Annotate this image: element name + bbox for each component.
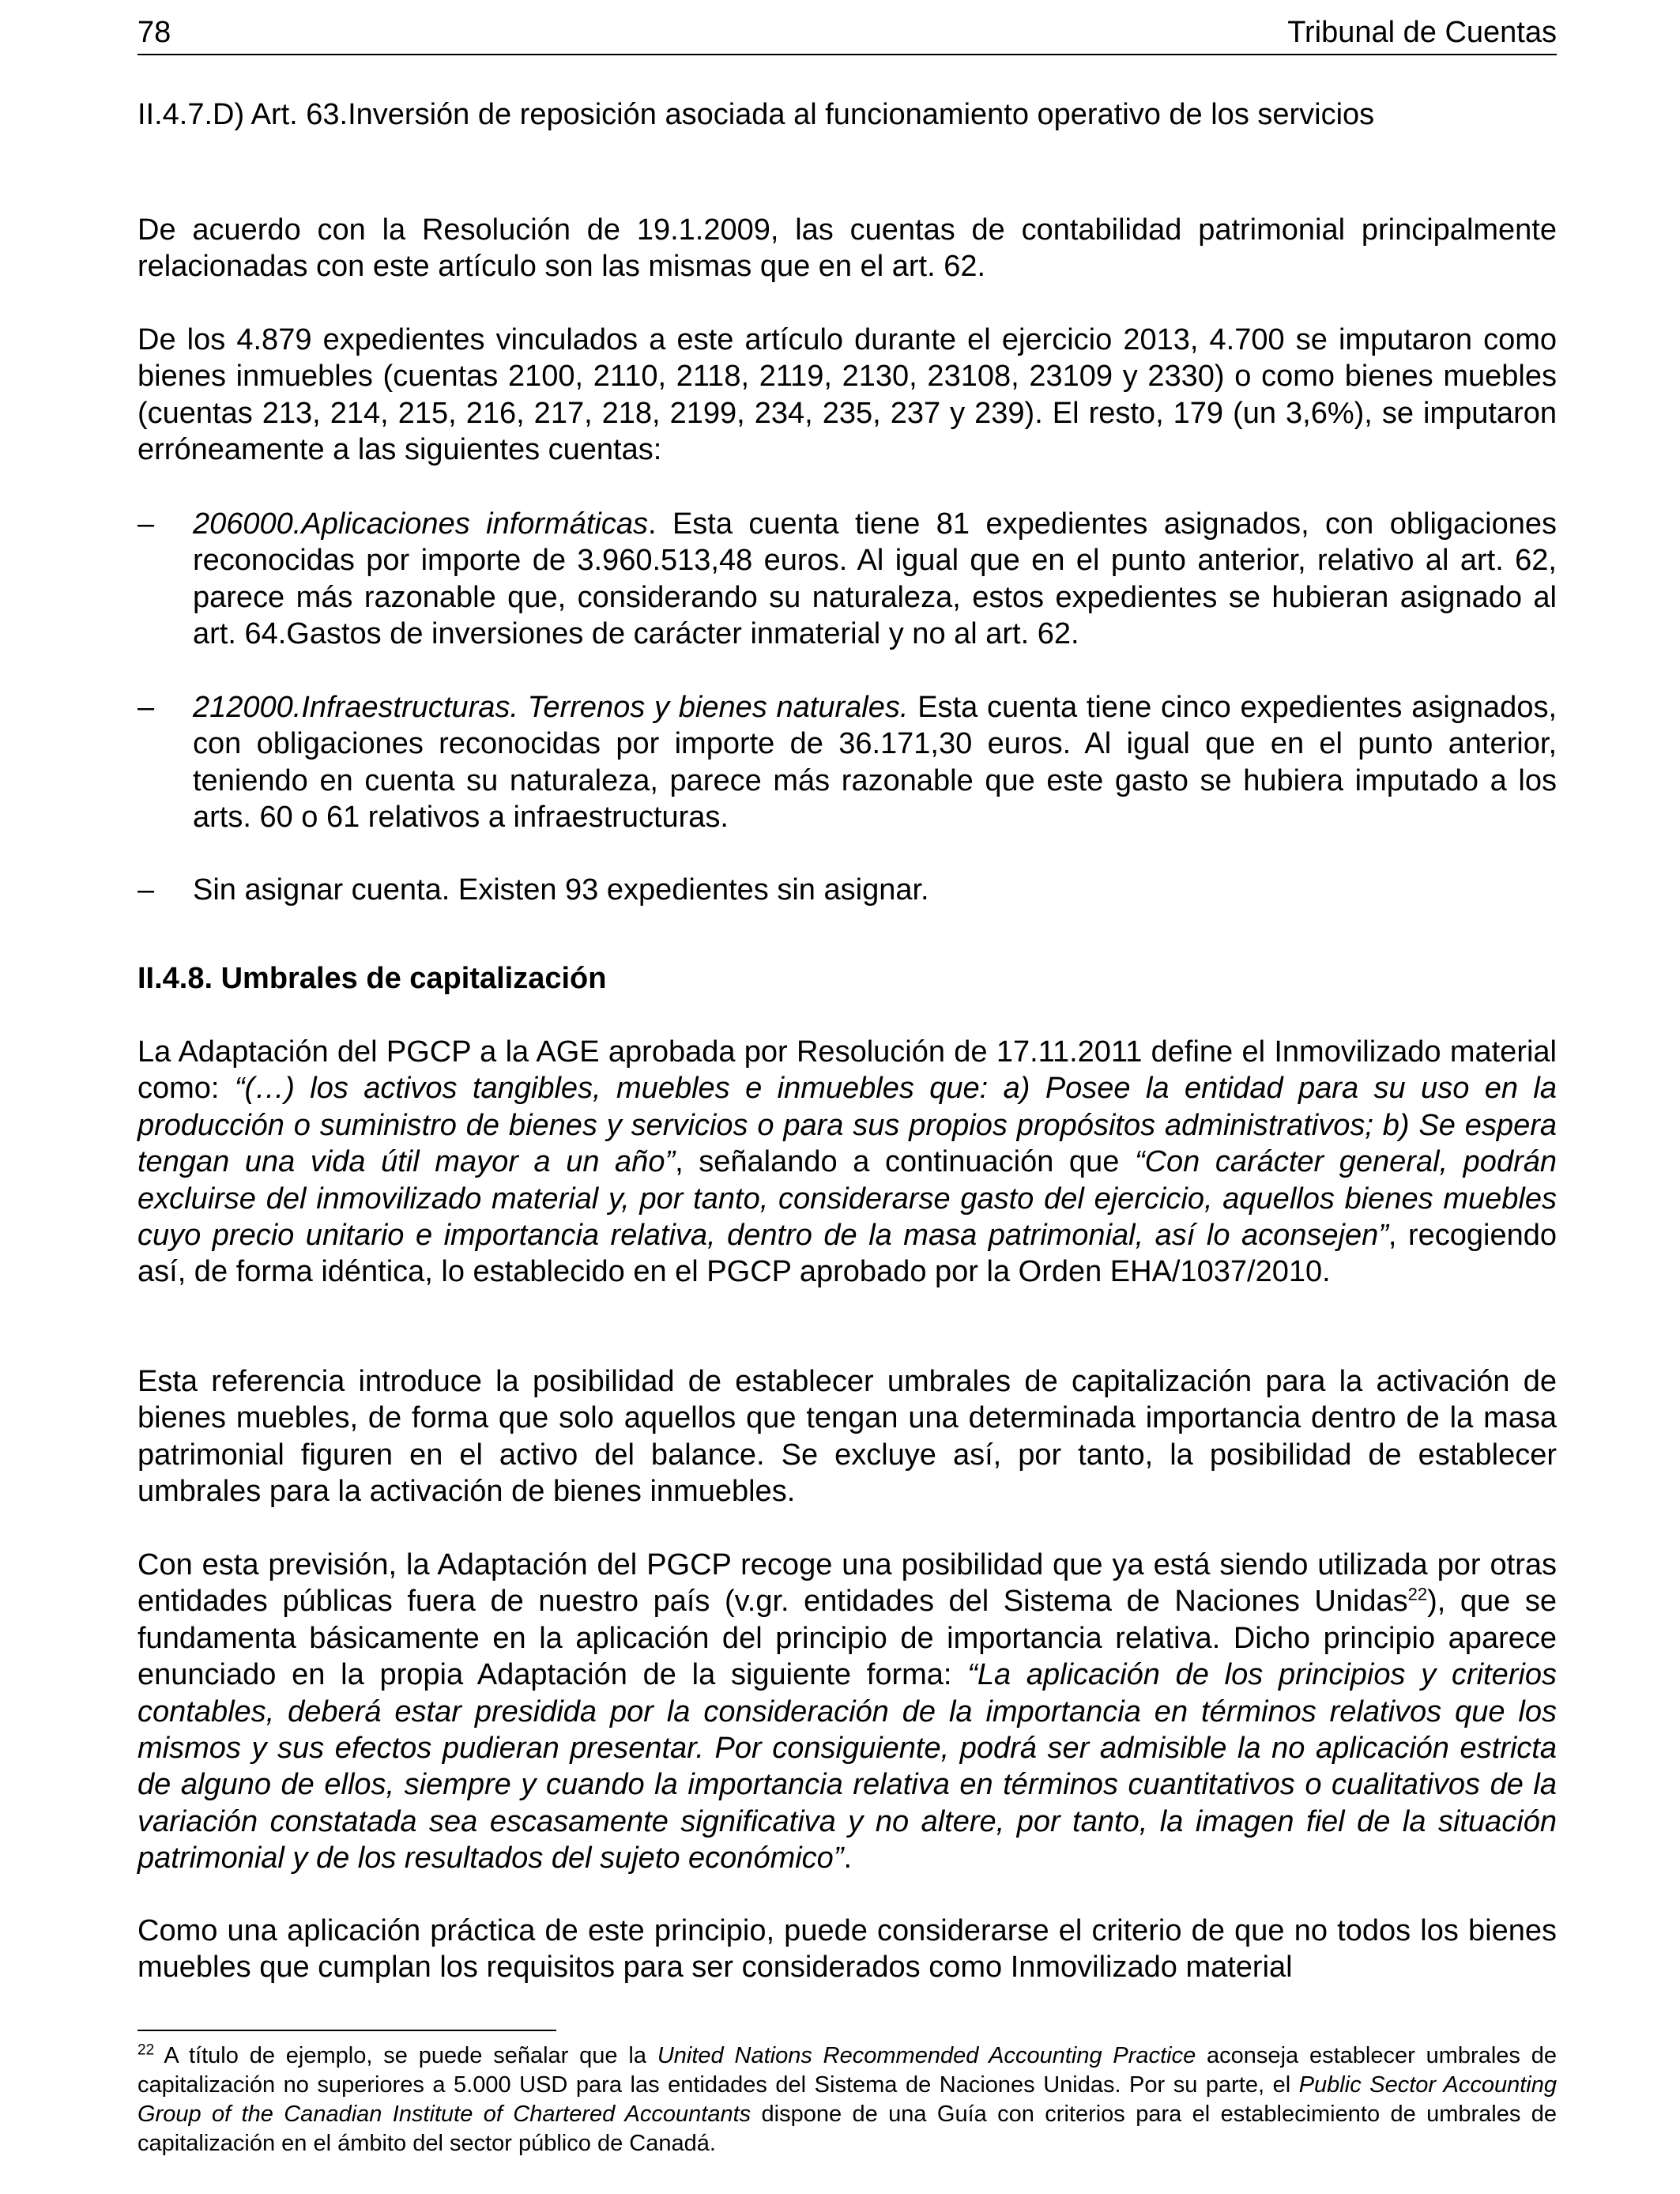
list-item-text: [193, 872, 1557, 908]
org-name: Public Sector Accounting Group of the Canadian Institute of Chartered Accountants: [137, 2072, 1557, 2127]
footnote-22: [137, 2041, 1557, 2158]
text-run: La Adaptación del PGCP a la AGE aprobada por Resolución de 17.11.2011 define el Inmovilizado material como:: [137, 1035, 1557, 1106]
page-header: [137, 14, 1557, 55]
text-run: Con esta previsión, la Adaptación del PGCP recoge una posibilidad que ya está siendo utilizada por otras entidades públicas fuera de nuestro país (v.gr. entidades del Sistema de Naciones Unidas: [137, 1548, 1557, 1619]
header-title: Tribunal de Cuentas: [1287, 16, 1557, 49]
text-run: ), que se fundamenta básicamente en la aplicación del principio de importancia relativa. Dicho principio aparece enunciado en la propia Adaptación de la siguiente forma:: [137, 1585, 1557, 1692]
list-item-text: [193, 506, 1557, 653]
text-run: , recogiendo así, de forma idéntica, lo establecido en el PGCP aprobado por la Orden EHA/1037/2010.: [137, 1219, 1558, 1289]
list-dash: –: [137, 507, 155, 541]
org-name: United Nations Recommended Accounting Practice: [657, 2043, 1196, 2068]
list-item-text: [193, 689, 1557, 836]
section-heading-umbrales: II.4.8. Umbrales de capitalización: [137, 962, 607, 995]
paragraph-resolution: De acuerdo con la Resolución de 19.1.2009, las cuentas de contabilidad patrimonial principalmente relacionadas con este artículo son las mismas que en el art. 62.: [137, 213, 1557, 284]
list-item-body: . Esta cuenta tiene 81 expedientes asignados, con obligaciones reconocidas por importe de 3.960.513,48 euros. Al igual que en el punto anterior, relativo al art. 62, parece más razonable que, considerando su naturaleza, estos expedientes se hubieran asignado al art. 64.Gastos de inversiones de carácter inmaterial y no al art. 62.: [193, 507, 1558, 651]
quote-run: “La aplicación de los principios y criterios contables, deberá estar presidida por la consideración de la importancia en términos relativos que los mismos y sus efectos pudieran presentar. Por consiguiente, podrá ser admisible la no aplicación estricta de alguno de ellos, siempre y cuando la importancia relativa en términos cuantitativos o cualitativos de la variación constatada sea escasamente significativa y no altere, por tanto, la imagen fiel de la situación patrimonial y de los resultados del sujeto económico”: [137, 1658, 1557, 1875]
list-dash: –: [137, 691, 155, 724]
account-name: 212000.Infraestructuras. Terrenos y bienes naturales.: [193, 691, 909, 724]
text-run: dispone de una Guía con criterios para el establecimiento de umbrales de capitalización en el ámbito del sector público de Canadá.: [137, 2102, 1557, 2156]
paragraph-referencia: Esta referencia introduce la posibilidad de establecer umbrales de capitalización para la activación de bienes muebles, de forma que solo aquellos que tengan una determinada importancia dentro de la masa patrimonial figuren en el activo del balance. Se excluye así, por tanto, la posibilidad de establecer umbrales para la activación de bienes inmuebles.: [137, 1365, 1557, 1509]
list-item-body: Sin asignar cuenta. Existen 93 expedientes sin asignar.: [193, 873, 929, 907]
footnote-divider: [137, 2030, 556, 2031]
text-run: aconseja establecer umbrales de capitalización no superiores a 5.000 USD para las entidades del Sistema de Naciones Unidas. Por su parte, el: [137, 2043, 1557, 2098]
text-run: A título de ejemplo, se puede señalar que la: [154, 2043, 657, 2068]
paragraph-adaptacion: [137, 1034, 1557, 1291]
list-dash: –: [137, 873, 155, 907]
quote-run: “Con carácter general, podrán excluirse del inmovilizado material y, por tanto, considerarse gasto del ejercicio, aquellos bienes muebles cuyo precio unitario e importancia relativa, dentro de la masa patrimonial, así lo aconsejen”: [137, 1145, 1557, 1253]
account-name: 206000.Aplicaciones informáticas: [193, 507, 648, 541]
footnote-reference[interactable]: 22: [1407, 1584, 1428, 1604]
quote-run: “(…) los activos tangibles, muebles e inmuebles que: a) Posee la entidad para su uso en la producción o suministro de bienes y servicios o para sus propios propósitos administrativos; b) Se espera tengan una vida útil mayor a un año”: [137, 1072, 1557, 1179]
list-item-body: Esta cuenta tiene cinco expedientes asignados, con obligaciones reconocidas por importe de 36.171,30 euros. Al igual que en el punto anterior, teniendo en cuenta su naturaleza, parece más razonable que este gasto se hubiera imputado a los arts. 60 o 61 relativos a infraestructuras.: [193, 691, 1558, 835]
text-run: , señalando a continuación que: [675, 1145, 1135, 1179]
paragraph-aplicacion-practica: Como una aplicación práctica de este principio, puede considerarse el criterio de que no todos los bienes muebles que cumplan los requisitos para ser considerados como Inmovilizado material: [137, 1914, 1557, 1985]
page-number: 78: [137, 16, 171, 49]
paragraph-prevision: [137, 1547, 1557, 1877]
text-run: .: [843, 1842, 853, 1875]
section-heading-art-63: II.4.7.D) Art. 63.Inversión de reposición asociada al funcionamiento operativo de los servicios: [137, 98, 1375, 131]
paragraph-expedientes: De los 4.879 expedientes vinculados a este artículo durante el ejercicio 2013, 4.700 se imputaron como bienes inmuebles (cuentas 2100, 2110, 2118, 2119, 2130, 23108, 23109 y 2330) o como bienes muebles (cuentas 213, 214, 215, 216, 217, 218, 2199, 234, 235, 237 y 239). El resto, 179 (un 3,6%), se imputaron erróneamente a las siguientes cuentas:: [137, 323, 1557, 467]
footnote-mark: 22: [137, 2041, 155, 2059]
